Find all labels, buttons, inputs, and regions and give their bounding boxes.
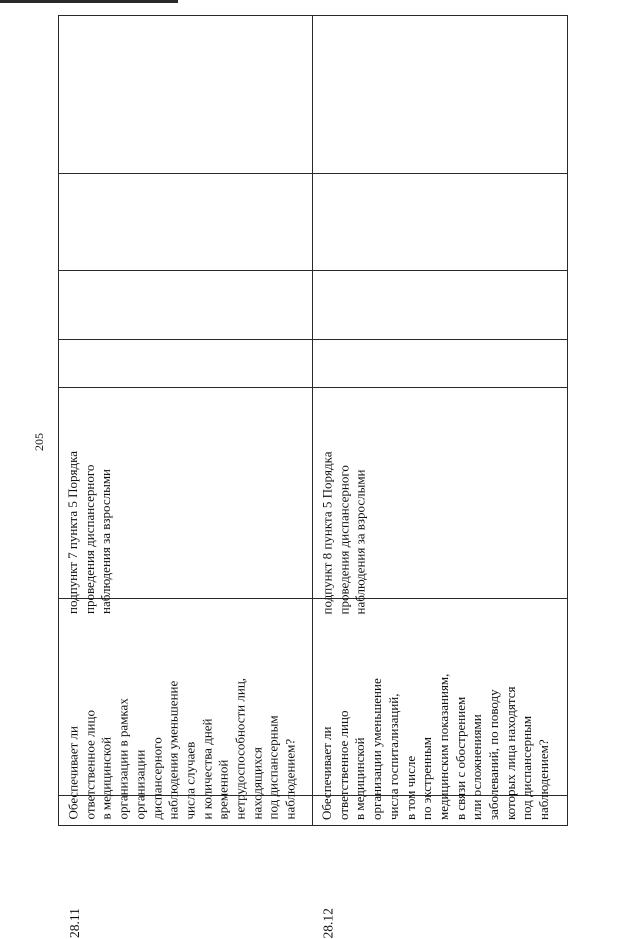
row-number-cell: 28.12 bbox=[320, 908, 336, 939]
question-cell: Обеспечивает ли ответственное лицо в медицинской организации в рамках организации диспансерного наблюдения уменьшение числа случаев и количества дней временной нетрудоспособности лиц, находящихся под диспансерным наблюдением? bbox=[65, 677, 298, 820]
top-border-line bbox=[0, 0, 178, 3]
row-number-cell: 28.11 bbox=[67, 908, 82, 938]
column-divider bbox=[58, 339, 568, 340]
column-divider bbox=[58, 270, 568, 271]
column-divider bbox=[58, 173, 568, 174]
question-cell: Обеспечивает ли ответственное лицо в медицинской организации уменьшение числа госпитализаций, в том числе по экстренным медицинским показаниям, в связи с обострением или осложнениями заболеваний, по поводу которых лица находятся под диспансерным наблюдением? bbox=[319, 673, 552, 820]
reference-cell: подпункт 8 пункта 5 Порядка проведения диспансерного наблюдения за взрослыми bbox=[319, 451, 368, 615]
page-number: 205 bbox=[32, 433, 46, 451]
column-divider bbox=[58, 387, 568, 388]
reference-cell: подпункт 7 пункта 5 Порядка проведения диспансерного наблюдения за взрослыми bbox=[65, 451, 114, 614]
